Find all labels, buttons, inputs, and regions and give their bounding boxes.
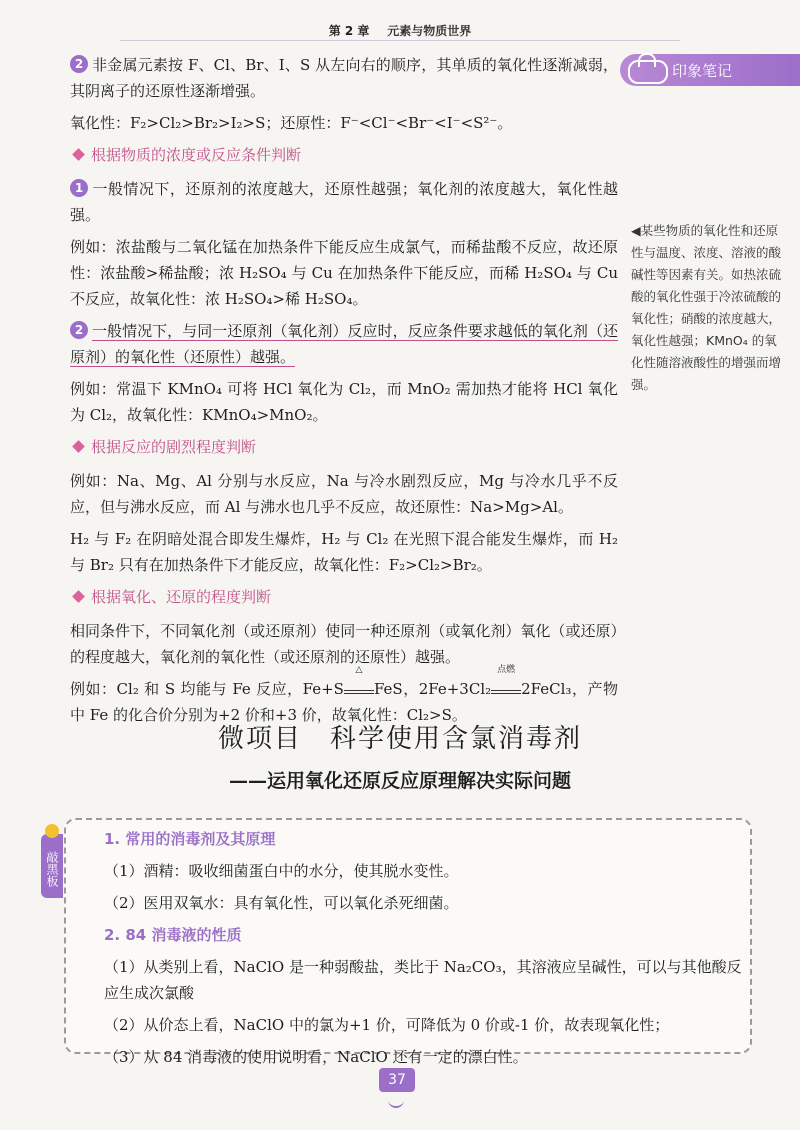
page-number: 37 (379, 1068, 415, 1092)
impression-notes-tab (620, 54, 800, 86)
cloud-icon (628, 60, 668, 84)
section-heading: 根据氧化、还原的程度判断 (70, 584, 618, 610)
board-item: （1）酒精：吸收细菌蛋白中的水分，使其脱水变性。 (104, 862, 459, 880)
page-header (0, 22, 800, 39)
paragraph: 例如：Cl₂ 和 S 均能与 Fe 反应，Fe+S △ FeS，2Fe+3Cl₂ 点燃 2FeCl₃，产物中 Fe 的化合价分别为+2 价和+3 价，故氧化性：Cl₂>S。 (70, 665, 618, 724)
bulb-icon (45, 824, 59, 838)
pen-icon (72, 590, 85, 603)
paragraph: 例如：常温下 KMnO₄ 可将 HCl 氧化为 Cl₂，而 MnO₂ 需加热才能将 HCl 氧化为 Cl₂，故氧化性：KMnO₄>MnO₂。 (70, 380, 618, 424)
board-heading: 1. 常用的消毒剂及其原理 (104, 830, 276, 848)
board-item: （2）从价态上看，NaClO 中的氯为+1 价，可降低为 0 价或-1 价，故表现氧化性； (104, 1016, 670, 1034)
number-badge: 2 (70, 321, 88, 339)
reaction-arrow: △ (344, 678, 374, 694)
paragraph: 氧化性：F₂>Cl₂>Br₂>I₂>S；还原性：F⁻<Cl⁻<Br⁻<I⁻<S²⁻。 (70, 114, 513, 132)
number-badge: 2 (70, 55, 88, 73)
paragraph: 2 非金属元素按 F、Cl、Br、I、S 从左向右的顺序，其单质的氧化性逐渐减弱，其阴离子的还原性逐渐增强。 (70, 56, 618, 100)
main-text (70, 52, 618, 734)
section-heading: 根据物质的浓度或反应条件判断 (70, 142, 618, 168)
paragraph: 例如：Na、Mg、Al 分别与水反应，Na 与冷水剧烈反应，Mg 与冷水几乎不反应，但与沸水反应，而 Al 与沸水也几乎不反应，故还原性：Na>Mg>Al。 (70, 472, 618, 516)
board-item: （2）医用双氧水：具有氧化性，可以氧化杀死细菌。 (104, 894, 459, 912)
header-divider (120, 40, 680, 41)
paragraph: 相同条件下，不同氧化剂（或还原剂）使同一种还原剂（或氧化剂）氧化（或还原）的程度越大，氧化剂的氧化性（或还原剂的还原性）越强。 (70, 622, 618, 666)
chapter-number: 第 2 章 (328, 24, 370, 38)
project-title: 微项目 科学使用含氯消毒剂 (217, 724, 582, 754)
pen-icon (72, 440, 85, 453)
board-tab: 敲黑板 (41, 834, 63, 898)
board-content (74, 826, 742, 1076)
board-item: （1）从类别上看，NaClO 是一种弱酸盐，类比于 Na₂CO₃，其溶液应呈碱性，可以与其他酸反应生成次氯酸 (104, 958, 742, 1002)
board-heading: 2. 84 消毒液的性质 (104, 926, 242, 944)
board-item: （3）从 84 消毒液的使用说明看，NaClO 还有一定的漂白性。 (104, 1048, 528, 1066)
impression-notes-label: 印象笔记 (672, 62, 733, 80)
number-badge: 1 (70, 179, 88, 197)
bird-icon (388, 1098, 404, 1108)
section-heading: 根据反应的剧烈程度判断 (70, 434, 618, 460)
chapter-title: 元素与物质世界 (387, 24, 472, 38)
paragraph: 2 一般情况下，与同一还原剂（氧化剂）反应时，反应条件要求越低的氧化剂（还原剂）的氧化性（还原性）越强。 (70, 322, 618, 366)
paragraph: 例如：浓盐酸与二氧化锰在加热条件下能反应生成氯气，而稀盐酸不反应，故还原性：浓盐酸>稀盐酸；浓 H₂SO₄ 与 Cu 在加热条件下能反应，而稀 H₂SO₄ 与 Cu 不反应，故氧化性：浓 H₂SO₄>稀 H₂SO₄。 (70, 238, 618, 308)
pen-icon (72, 148, 85, 161)
paragraph: H₂ 与 F₂ 在阴暗处混合即发生爆炸，H₂ 与 Cl₂ 在光照下混合能发生爆炸，而 H₂ 与 Br₂ 只有在加热条件下才能反应，故氧化性：F₂>Cl₂>Br₂。 (70, 530, 618, 574)
paragraph: 1 一般情况下，还原剂的浓度越大，还原性越强；氧化剂的浓度越大，氧化性越强。 (70, 180, 618, 224)
reaction-arrow: 点燃 (491, 678, 521, 694)
project-subtitle: ——运用氧化还原反应原理解决实际问题 (228, 770, 571, 792)
side-note: ◀某些物质的氧化性和还原性与温度、浓度、溶液的酸碱性等因素有关。如热浓硫酸的氧化性强于冷浓硫酸的氧化性；硝酸的浓度越大，氧化性越强；KMnO₄ 的氧化性随溶液酸性的增强而增强。 (631, 223, 782, 392)
